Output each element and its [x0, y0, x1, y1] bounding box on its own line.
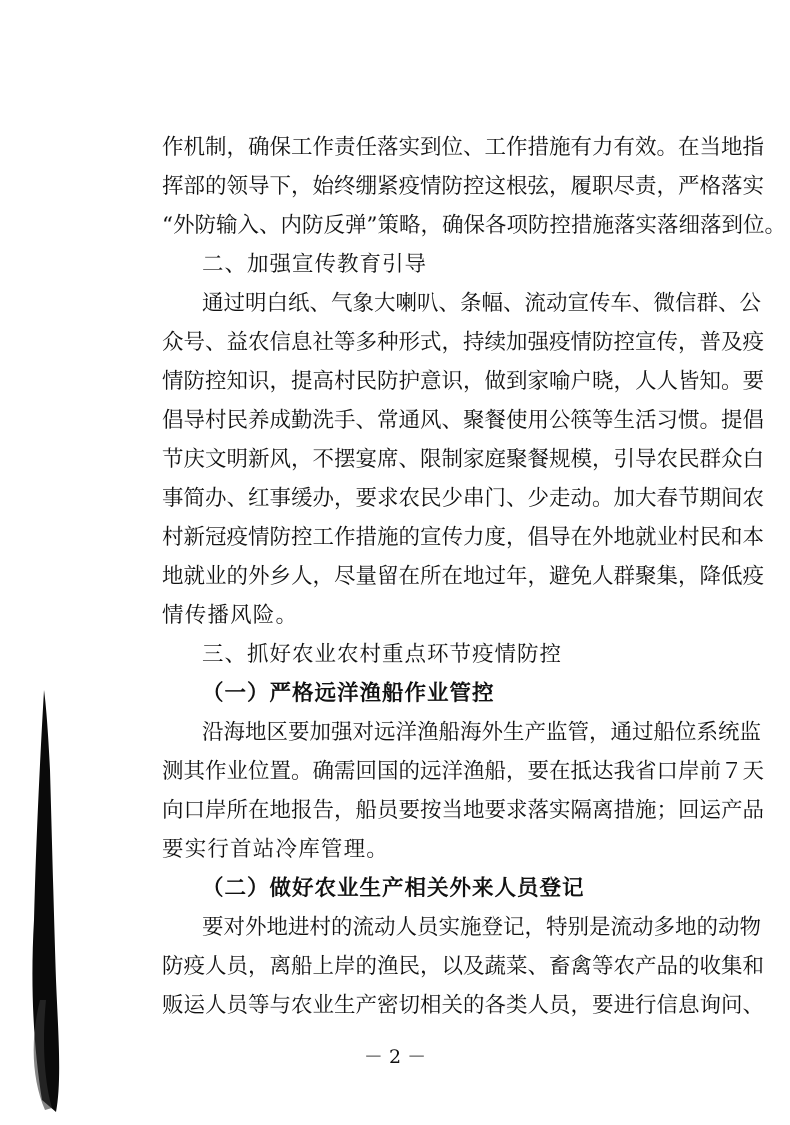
body-line-23: 贩运人员等与农业生产密切相关的各类人员，要进行信息询问、	[162, 993, 765, 1018]
body-line-7: 情防控知识，提高村民防护意识，做到家喻户晓，人人皆知。要	[162, 369, 765, 394]
body-line-19: 要实行首站冷库管理。	[162, 837, 390, 862]
body-line-22: 防疫人员，离船上岸的渔民，以及蔬菜、畜禽等农产品的收集和	[162, 954, 765, 979]
body-line-16: 沿海地区要加强对远洋渔船海外生产监管，通过船位系统监	[202, 720, 762, 745]
body-line-6: 众号、益农信息社等多种形式，持续加强疫情防控宣传，普及疫	[162, 330, 765, 355]
section-heading-2: 二、加强宣传教育引导	[202, 252, 428, 277]
section-heading-3: 三、抓好农业农村重点环节疫情防控	[202, 642, 563, 667]
body-line-17: 测其作业位置。确需回国的远洋渔船，要在抵达我省口岸前７天	[162, 759, 765, 784]
body-line-5: 通过明白纸、气象大喇叭、条幅、流动宣传车、微信群、公	[202, 291, 762, 316]
page-number: － 2 －	[363, 1046, 427, 1068]
subsection-heading-2: （二）做好农业生产相关外来人员登记	[202, 876, 585, 901]
body-line-21: 要对外地进村的流动人员实施登记，特别是流动多地的动物	[202, 915, 762, 940]
body-line-13: 情传播风险。	[162, 603, 299, 628]
body-line-2: 挥部的领导下，始终绷紧疫情防控这根弦，履职尽责，严格落实	[162, 174, 765, 199]
body-line-1: 作机制，确保工作责任落实到位、工作措施有力有效。在当地指	[162, 135, 765, 160]
body-line-9: 节庆文明新风，不摆宴席、限制家庭聚餐规模，引导农民群众白	[162, 447, 765, 472]
body-line-12: 地就业的外乡人，尽量留在所在地过年，避免人群聚集，降低疫	[162, 564, 765, 589]
body-line-3: “外防输入、内防反弹”策略，确保各项防控措施落实落细落到位。	[162, 213, 786, 238]
body-line-10: 事简办、红事缓办，要求农民少串门、少走动。加大春节期间农	[162, 486, 765, 511]
body-line-11: 村新冠疫情防控工作措施的宣传力度，倡导在外地就业村民和本	[162, 525, 765, 550]
body-line-18: 向口岸所在地报告，船员要按当地要求落实隔离措施；回运产品	[162, 798, 765, 823]
subsection-heading-1: （一）严格远洋渔船作业管控	[202, 681, 495, 706]
body-line-8: 倡导村民养成勤洗手、常通风、聚餐使用公筷等生活习惯。提倡	[162, 408, 765, 433]
scan-shadow-edge	[0, 0, 90, 1125]
